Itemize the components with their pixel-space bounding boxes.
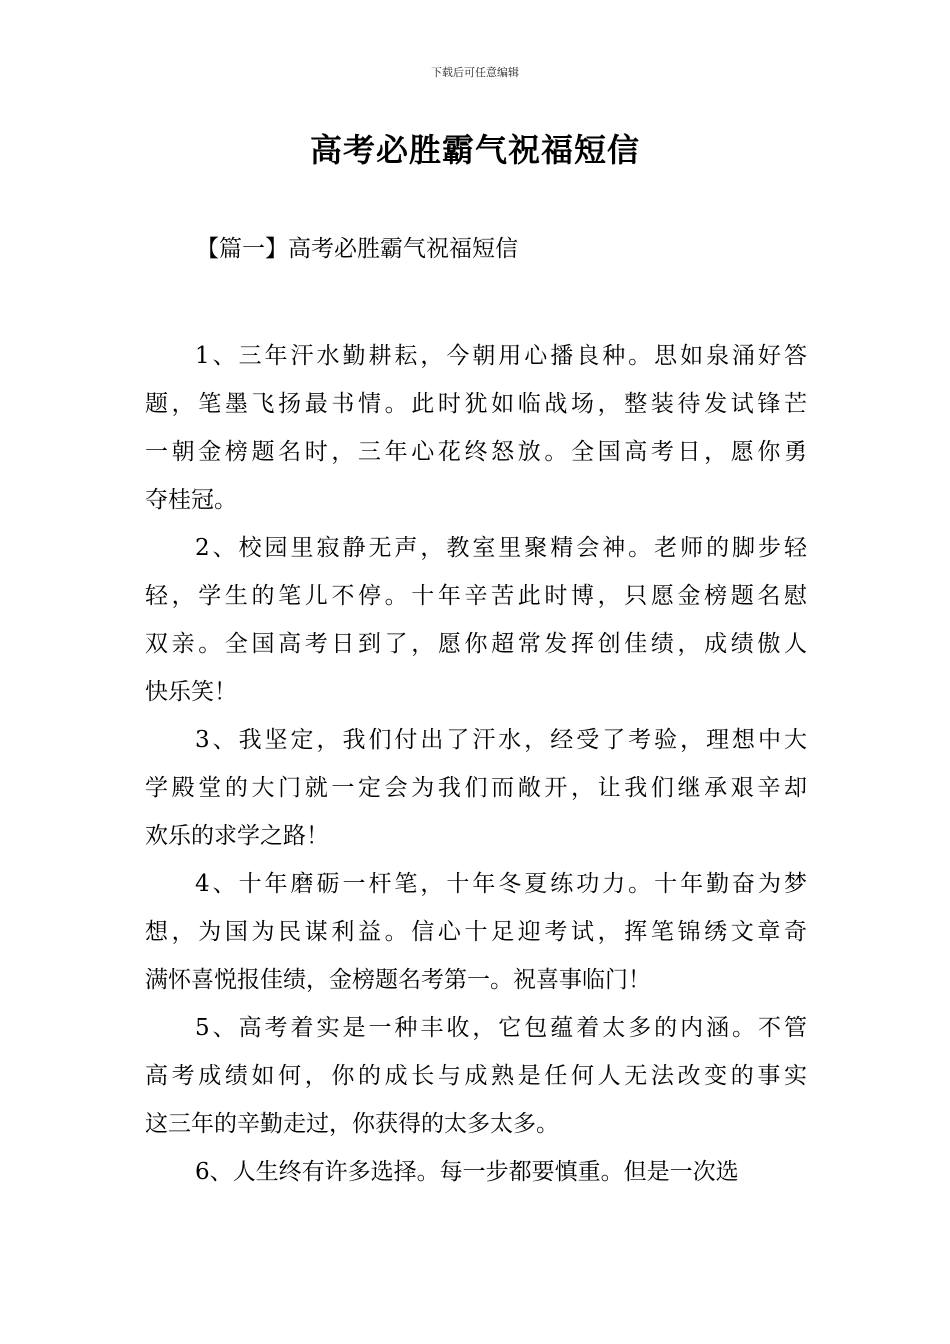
paragraph-line: 满怀喜悦报佳绩，金榜题名考第一。祝喜事临门！ [145, 967, 651, 993]
paragraph-line: 2、校园里寂静无声，教室里聚精会神。老师的脚步轻 [195, 535, 807, 561]
paragraph-line: 学殿堂的大门就一定会为我们而敞开，让我们继承艰辛却 [145, 775, 807, 801]
paragraph-line: 题，笔墨飞扬最书情。此时犹如临战场，整装待发试锋芒 [145, 391, 807, 417]
paragraph [145, 1148, 807, 1196]
section-heading: 【篇一】高考必胜霸气祝福短信 [196, 236, 518, 262]
paragraph-line: 5、高考着实是一种丰收，它包蕴着太多的内涵。不管 [195, 1015, 807, 1041]
paragraph [145, 716, 807, 860]
paragraph-line: 高考成绩如何，你的成长与成熟是任何人无法改变的事实 [145, 1063, 807, 1089]
paragraph-line: 欢乐的求学之路！ [145, 823, 329, 849]
paragraph [145, 860, 807, 1004]
paragraph-line: 轻，学生的笔儿不停。十年辛苦此时博，只愿金榜题名慰 [145, 583, 807, 609]
document-body [145, 332, 807, 1196]
paragraph-line: 一朝金榜题名时，三年心花终怒放。全国高考日，愿你勇 [145, 439, 807, 465]
paragraph-line: 4、十年磨砺一杆笔，十年冬夏练功力。十年勤奋为梦 [195, 871, 807, 897]
document-title: 高考必胜霸气祝福短信 [309, 131, 640, 169]
paragraph-line: 1、三年汗水勤耕耘，今朝用心播良种。思如泉涌好答 [195, 343, 807, 369]
header-note: 下载后可任意编辑 [431, 66, 519, 79]
paragraph [145, 332, 807, 524]
paragraph-line: 夺桂冠。 [145, 487, 237, 513]
paragraph-line: 快乐笑！ [145, 679, 237, 705]
paragraph-line: 想，为国为民谋利益。信心十足迎考试，挥笔锦绣文章奇 [145, 919, 807, 945]
paragraph [145, 1004, 807, 1148]
paragraph-line: 这三年的辛勤走过，你获得的太多太多。 [145, 1111, 559, 1137]
paragraph [145, 524, 807, 716]
paragraph-line: 双亲。全国高考日到了，愿你超常发挥创佳绩，成绩傲人 [145, 631, 807, 657]
paragraph-line: 6、人生终有许多选择。每一步都要慎重。但是一次选 [195, 1159, 739, 1185]
paragraph-line: 3、我坚定，我们付出了汗水，经受了考验，理想中大 [195, 727, 807, 753]
